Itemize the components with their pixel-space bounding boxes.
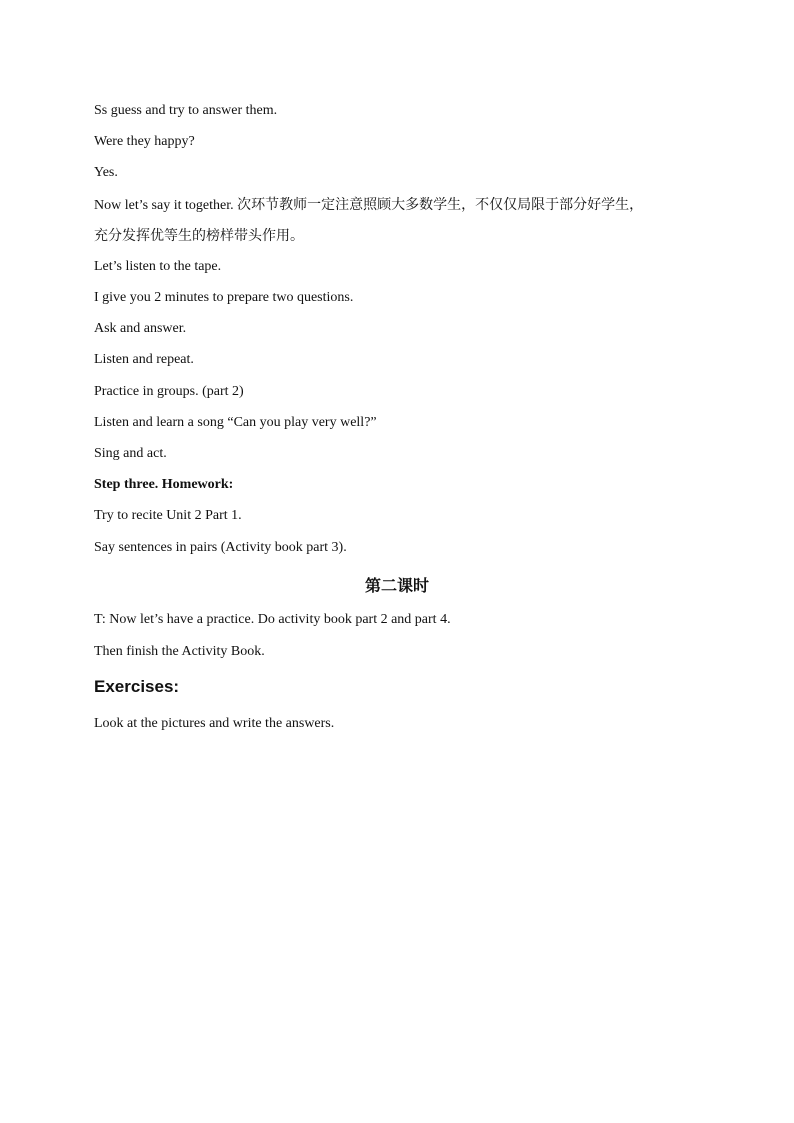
text-line: 充分发挥优等生的榜样带头作用。	[94, 228, 304, 244]
text-line: Try to recite Unit 2 Part 1.	[94, 508, 242, 523]
text-line: Practice in groups. (part 2)	[94, 384, 244, 399]
text-line: Sing and act.	[94, 446, 167, 461]
text-span-en: Now let’s say it together.	[94, 198, 238, 213]
text-line: I give you 2 minutes to prepare two questions.	[94, 290, 354, 305]
text-span-cn: 次环节教师一定注意照顾大多数学生，不仅仅局限于部分好学生，	[237, 197, 644, 213]
lesson-heading: 第二课时	[364, 576, 429, 595]
text-line: Then finish the Activity Book.	[94, 644, 265, 659]
text-line: Look at the pictures and write the answers.	[94, 716, 335, 731]
text-line: Ss guess and try to answer them.	[94, 103, 278, 118]
text-line: Ask and answer.	[94, 321, 187, 336]
text-line: Let’s listen to the tape.	[94, 259, 222, 274]
text-line: Listen and repeat.	[94, 352, 194, 367]
text-line: T: Now let’s have a practice. Do activity book part 2 and part 4.	[94, 612, 451, 627]
text-line: Were they happy?	[94, 134, 195, 149]
section-heading: Step three. Homework:	[94, 477, 234, 492]
text-line: Yes.	[94, 165, 118, 180]
text-line-mixed	[94, 196, 643, 215]
exercises-heading: Exercises:	[94, 677, 180, 696]
text-line: Listen and learn a song “Can you play very well?”	[94, 415, 377, 430]
text-line: Say sentences in pairs (Activity book part 3).	[94, 540, 347, 555]
